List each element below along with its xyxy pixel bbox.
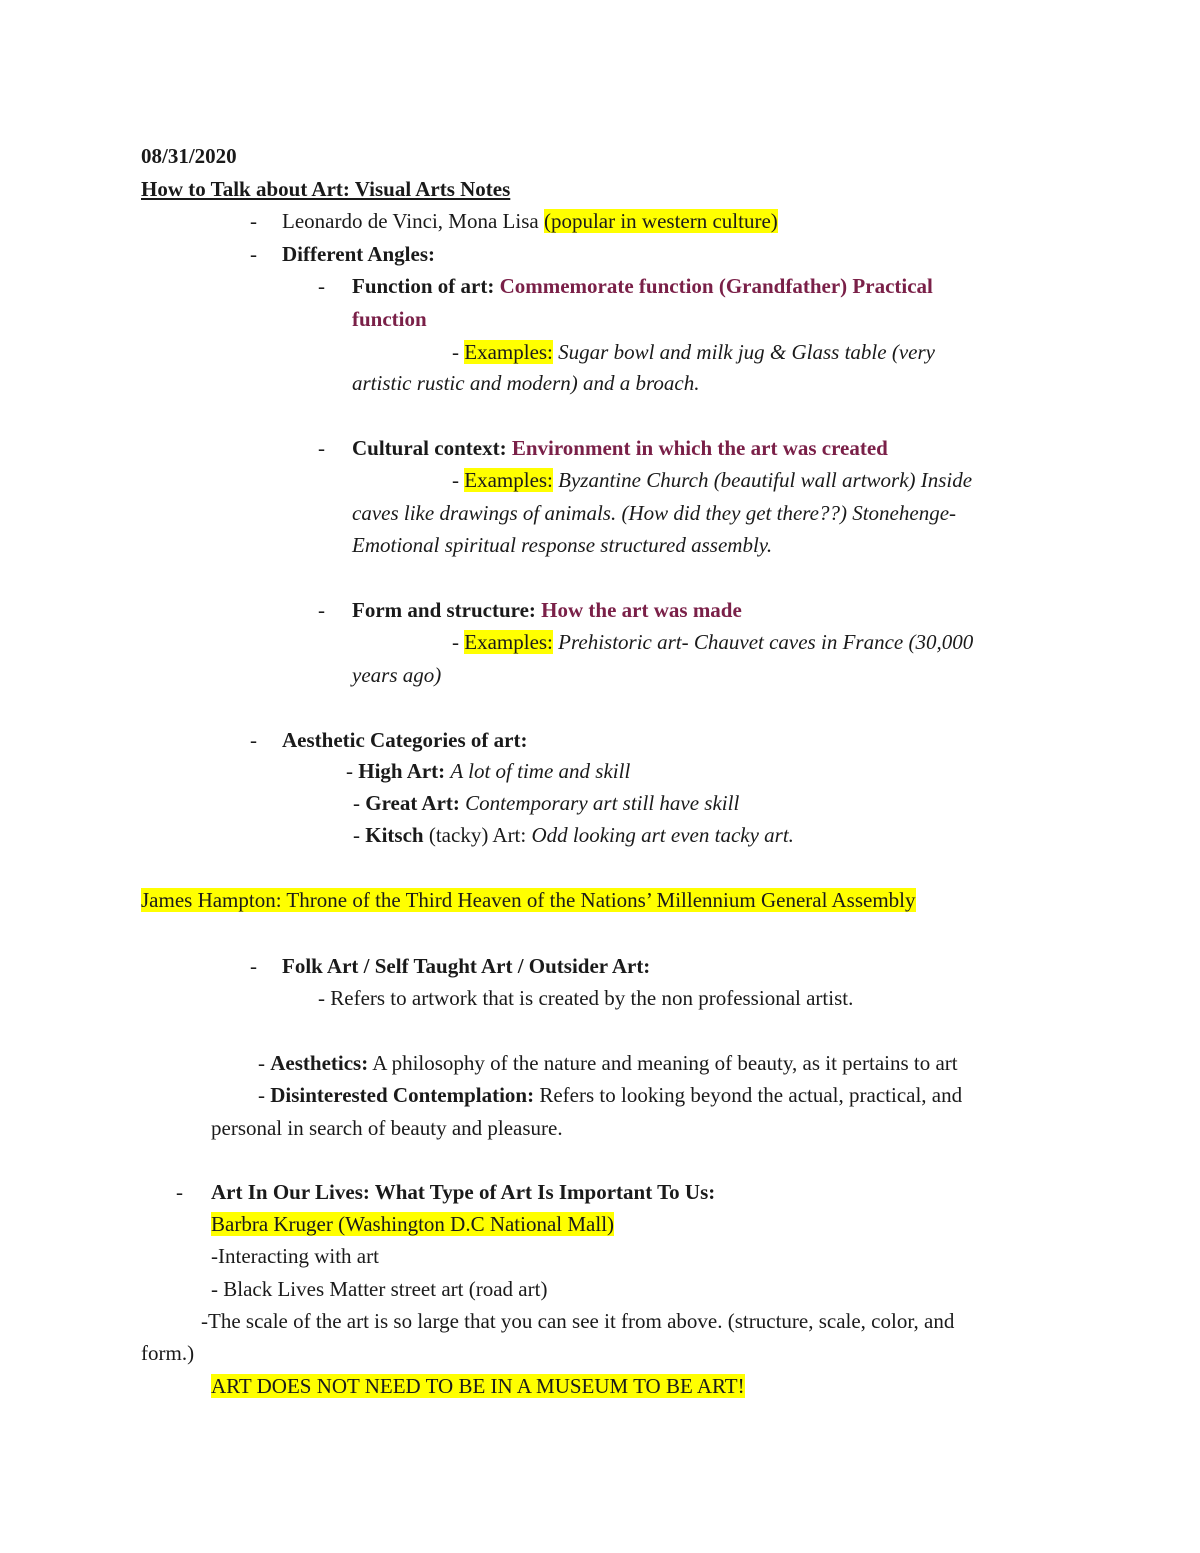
bullet-dash: - xyxy=(318,274,325,298)
function-desc-cont: function xyxy=(352,307,427,331)
disinterested-line: - Disinterested Contemplation: Refers to looking beyond the actual, practical, and xyxy=(258,1083,963,1107)
examples-label: Examples: xyxy=(464,468,553,492)
bullet-dash: - xyxy=(250,728,257,752)
cultural-label: Cultural context: xyxy=(352,436,507,460)
kruger-highlight: Barbra Kruger (Washington D.C National Mall) xyxy=(211,1212,615,1236)
disinterested-desc: Refers to looking beyond the actual, practical, and xyxy=(534,1083,963,1107)
cultural-examples-cont2: Emotional spiritual response structured assembly. xyxy=(352,533,773,557)
scale-line-cont: form.) xyxy=(141,1341,195,1365)
kitsch-line: - Kitsch (tacky) Art: Odd looking art even tacky art. xyxy=(353,823,794,847)
hampton-line xyxy=(141,887,916,913)
form-examples-cont: years ago) xyxy=(352,663,442,687)
form-examples: - Examples: Prehistoric art- Chauvet caves in France (30,000 xyxy=(452,630,974,654)
high-art-line: - High Art: A lot of time and skill xyxy=(346,759,631,783)
form-line xyxy=(352,597,742,623)
folk-desc: - Refers to artwork that is created by the non professional artist. xyxy=(318,986,854,1010)
bullet-dash: - xyxy=(250,209,257,233)
leonardo-text: Leonardo de Vinci, Mona Lisa xyxy=(282,209,544,233)
scale-line: -The scale of the art is so large that you can see it from above. (structure, scale, color, and xyxy=(201,1309,955,1333)
aesthetics-desc: A philosophy of the nature and meaning of beauty, as it pertains to art xyxy=(368,1051,958,1075)
different-angles-heading: Different Angles: xyxy=(282,242,435,266)
aesthetic-heading: Aesthetic Categories of art: xyxy=(282,728,528,752)
museum-line xyxy=(211,1373,745,1399)
cultural-examples: - Examples: Byzantine Church (beautiful wall artwork) Inside xyxy=(452,468,973,492)
aesthetics-def-line: - Aesthetics: A philosophy of the nature and meaning of beauty, as it pertains to art xyxy=(258,1051,958,1075)
bullet-dash: - xyxy=(176,1180,183,1204)
great-art-desc: Contemporary art still have skill xyxy=(465,791,740,815)
museum-highlight: ART DOES NOT NEED TO BE IN A MUSEUM TO BE ART! xyxy=(211,1374,745,1398)
date: 08/31/2020 xyxy=(141,144,237,168)
lives-heading: Art In Our Lives: What Type of Art Is Important To Us: xyxy=(211,1180,716,1204)
folk-heading: Folk Art / Self Taught Art / Outsider Art: xyxy=(282,954,651,978)
bullet-dash: - xyxy=(250,242,257,266)
hampton-highlight: James Hampton: Throne of the Third Heaven of the Nations’ Millennium General Assembly xyxy=(141,888,916,912)
form-label: Form and structure: xyxy=(352,598,536,622)
kitsch-label: Kitsch xyxy=(365,823,424,847)
cultural-examples-cont: caves like drawings of animals. (How did they get there??) Stonehenge- xyxy=(352,501,957,525)
leonardo-line xyxy=(282,208,778,234)
cultural-line xyxy=(352,435,888,461)
function-line xyxy=(352,273,933,299)
great-art-line: - Great Art: Contemporary art still have skill xyxy=(353,791,740,815)
interacting-line: -Interacting with art xyxy=(211,1244,379,1268)
great-art-label: Great Art: xyxy=(365,791,460,815)
bullet-dash: - xyxy=(318,436,325,460)
function-examples: - Examples: Sugar bowl and milk jug & Glass table (very xyxy=(452,340,935,364)
kitsch-desc: Odd looking art even tacky art. xyxy=(531,823,794,847)
examples-label: Examples: xyxy=(464,340,553,364)
cultural-desc: Environment in which the art was created xyxy=(511,436,888,460)
disinterested-desc-cont: personal in search of beauty and pleasure. xyxy=(211,1116,563,1140)
aesthetics-label: Aesthetics: xyxy=(270,1051,369,1075)
function-desc: Commemorate function (Grandfather) Practical xyxy=(499,274,933,298)
page-title: How to Talk about Art: Visual Arts Notes xyxy=(141,177,511,201)
disinterested-label: Disinterested Contemplation: xyxy=(270,1083,535,1107)
high-art-label: High Art: xyxy=(358,759,446,783)
form-desc: How the art was made xyxy=(541,598,742,622)
function-examples-cont: artistic rustic and modern) and a broach. xyxy=(352,371,700,395)
blm-line: - Black Lives Matter street art (road art) xyxy=(211,1277,548,1301)
function-label: Function of art: xyxy=(352,274,495,298)
examples-label: Examples: xyxy=(464,630,553,654)
leonardo-highlight: (popular in western culture) xyxy=(543,209,778,233)
bullet-dash: - xyxy=(318,598,325,622)
high-art-desc: A lot of time and skill xyxy=(450,759,631,783)
kruger-line xyxy=(211,1211,614,1237)
bullet-dash: - xyxy=(250,954,257,978)
